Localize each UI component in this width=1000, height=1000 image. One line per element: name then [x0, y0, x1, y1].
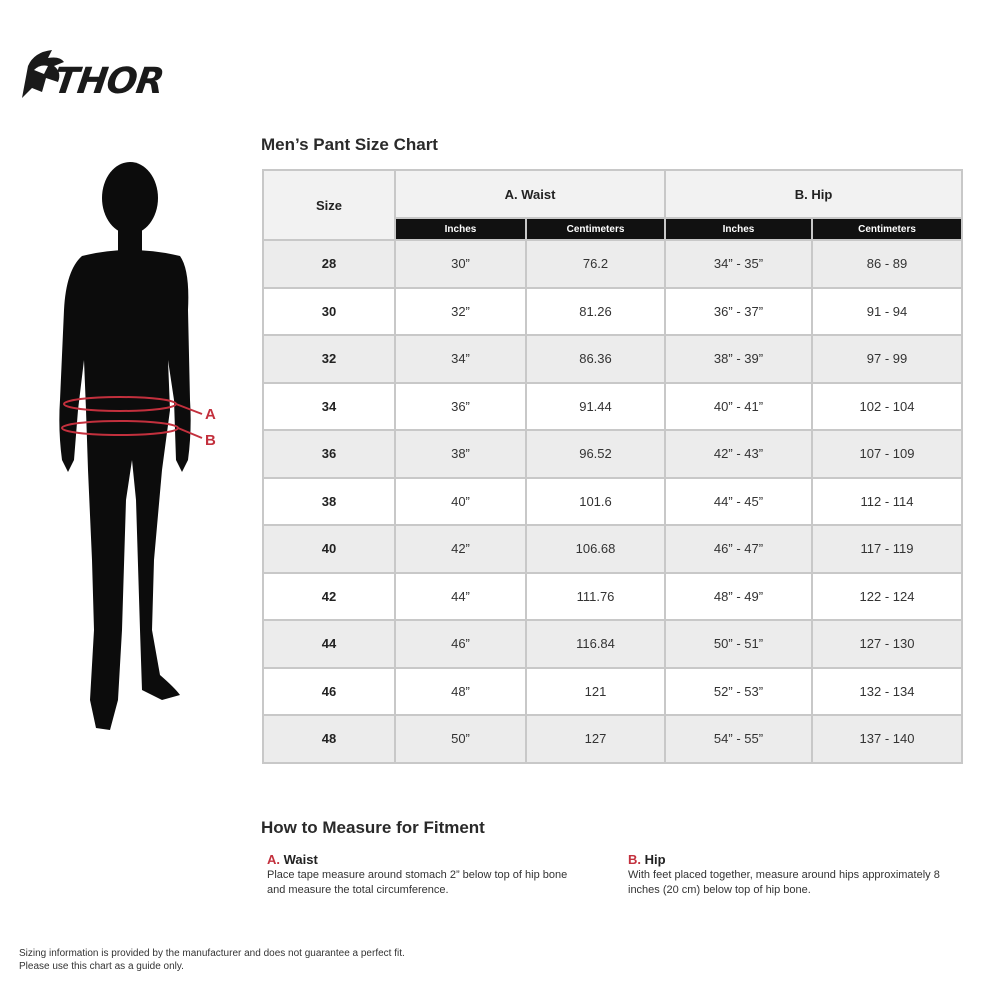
- waist-cm-cell: 81.26: [526, 288, 665, 336]
- disclaimer-line-2: Please use this chart as a guide only.: [19, 961, 184, 972]
- waist-label: Waist: [283, 852, 318, 867]
- brand-logo: [18, 48, 188, 104]
- size-cell: 38: [263, 478, 395, 526]
- size-chart-table: [262, 169, 963, 764]
- table-row: [263, 288, 962, 336]
- size-cell: 30: [263, 288, 395, 336]
- size-cell: 46: [263, 668, 395, 716]
- waist-letter: A.: [267, 852, 280, 867]
- waist-inches-cell: 46”: [395, 620, 526, 668]
- size-rows: [263, 240, 962, 763]
- waist-cm-cell: 101.6: [526, 478, 665, 526]
- hip-cm-cell: 91 - 94: [812, 288, 962, 336]
- waist-inches-header: Inches: [395, 218, 526, 240]
- body-silhouette: [30, 160, 240, 740]
- waist-header: A. Waist: [395, 170, 665, 218]
- waist-cm-cell: 91.44: [526, 383, 665, 431]
- table-row: [263, 478, 962, 526]
- size-cell: 28: [263, 240, 395, 288]
- hip-instructions: [628, 852, 943, 898]
- disclaimer-line-1: Sizing information is provided by the manufacturer and does not guarantee a perfect fit.: [19, 948, 405, 959]
- hip-inches-cell: 36” - 37”: [665, 288, 812, 336]
- hip-inches-cell: 48” - 49”: [665, 573, 812, 621]
- table-row: [263, 383, 962, 431]
- chart-title: Men’s Pant Size Chart: [261, 135, 438, 154]
- waist-inches-cell: 38”: [395, 430, 526, 478]
- size-cell: 36: [263, 430, 395, 478]
- waist-inches-cell: 40”: [395, 478, 526, 526]
- table-row: [263, 620, 962, 668]
- waist-text: Place tape measure around stomach 2” below top of hip bone and measure the total circumference.: [267, 869, 568, 896]
- hip-cm-cell: 102 - 104: [812, 383, 962, 431]
- hip-cm-cell: 122 - 124: [812, 573, 962, 621]
- waist-cm-cell: 106.68: [526, 525, 665, 573]
- marker-b-label: B: [205, 432, 216, 449]
- waist-cm-cell: 116.84: [526, 620, 665, 668]
- hip-inches-cell: 42” - 43”: [665, 430, 812, 478]
- waist-cm-cell: 121: [526, 668, 665, 716]
- size-cell: 44: [263, 620, 395, 668]
- hip-inches-cell: 40” - 41”: [665, 383, 812, 431]
- marker-a-label: A: [205, 406, 216, 423]
- waist-inches-cell: 48”: [395, 668, 526, 716]
- hip-label: Hip: [644, 852, 666, 867]
- hip-cm-cell: 117 - 119: [812, 525, 962, 573]
- table-row: [263, 335, 962, 383]
- hip-cm-header: Centimeters: [812, 218, 962, 240]
- waist-inches-cell: 50”: [395, 715, 526, 763]
- waist-inches-cell: 44”: [395, 573, 526, 621]
- hip-inches-cell: 38” - 39”: [665, 335, 812, 383]
- hip-inches-cell: 44” - 45”: [665, 478, 812, 526]
- size-cell: 48: [263, 715, 395, 763]
- waist-inches-cell: 42”: [395, 525, 526, 573]
- size-cell: 34: [263, 383, 395, 431]
- hip-cm-cell: 86 - 89: [812, 240, 962, 288]
- hip-cm-cell: 97 - 99: [812, 335, 962, 383]
- hip-header: B. Hip: [665, 170, 962, 218]
- waist-inches-cell: 36”: [395, 383, 526, 431]
- table-row: [263, 430, 962, 478]
- hip-cm-cell: 112 - 114: [812, 478, 962, 526]
- table-row: [263, 240, 962, 288]
- waist-cm-header: Centimeters: [526, 218, 665, 240]
- waist-cm-cell: 76.2: [526, 240, 665, 288]
- size-cell: 42: [263, 573, 395, 621]
- waist-cm-cell: 127: [526, 715, 665, 763]
- hip-inches-cell: 54” - 55”: [665, 715, 812, 763]
- waist-inches-cell: 32”: [395, 288, 526, 336]
- hip-inches-cell: 52” - 53”: [665, 668, 812, 716]
- hip-cm-cell: 127 - 130: [812, 620, 962, 668]
- disclaimer: [19, 947, 439, 973]
- hip-cm-cell: 137 - 140: [812, 715, 962, 763]
- hip-inches-cell: 50” - 51”: [665, 620, 812, 668]
- waist-cm-cell: 86.36: [526, 335, 665, 383]
- waist-inches-cell: 34”: [395, 335, 526, 383]
- hip-inches-cell: 46” - 47”: [665, 525, 812, 573]
- size-cell: 40: [263, 525, 395, 573]
- table-row: [263, 525, 962, 573]
- waist-cm-cell: 96.52: [526, 430, 665, 478]
- waist-instructions: [267, 852, 587, 898]
- brand-wordmark: THOR: [51, 61, 166, 102]
- table-row: [263, 573, 962, 621]
- waist-inches-cell: 30”: [395, 240, 526, 288]
- hip-cm-cell: 132 - 134: [812, 668, 962, 716]
- table-row: [263, 715, 962, 763]
- size-cell: 32: [263, 335, 395, 383]
- table-row: [263, 668, 962, 716]
- hip-inches-cell: 34” - 35”: [665, 240, 812, 288]
- waist-cm-cell: 111.76: [526, 573, 665, 621]
- measure-title: How to Measure for Fitment: [261, 818, 485, 837]
- hip-inches-header: Inches: [665, 218, 812, 240]
- hip-cm-cell: 107 - 109: [812, 430, 962, 478]
- hip-letter: B.: [628, 852, 641, 867]
- hip-text: With feet placed together, measure around hips approximately 8 inches (20 cm) below top of hip bone.: [628, 869, 940, 896]
- size-header: Size: [263, 170, 395, 240]
